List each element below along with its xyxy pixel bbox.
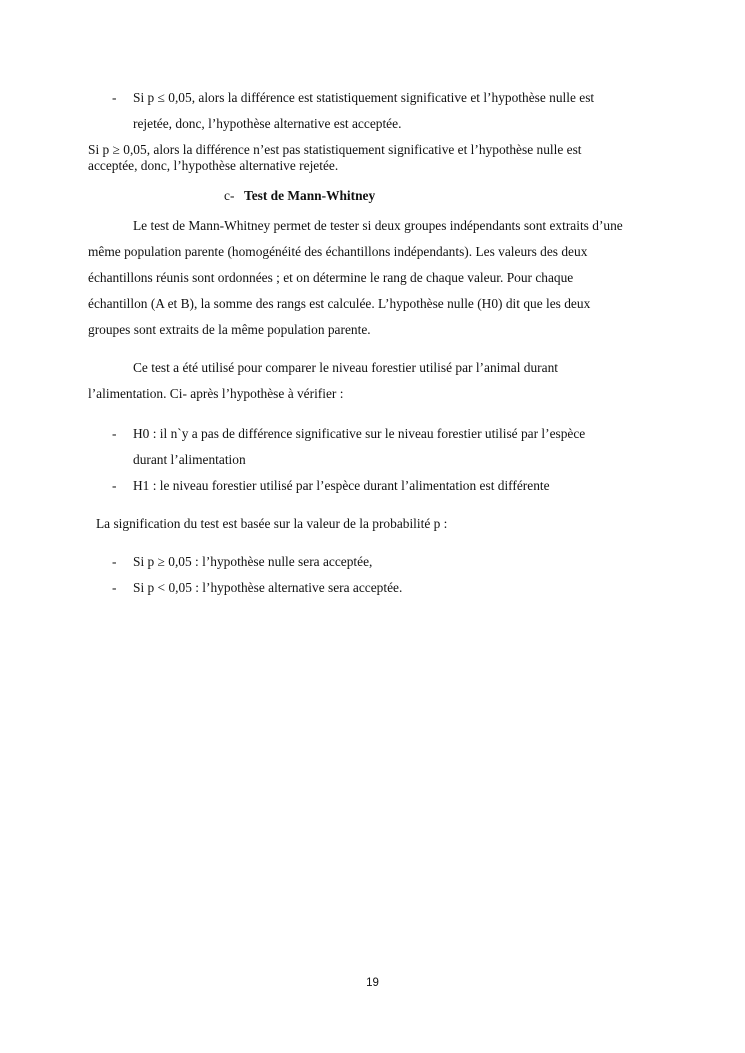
paragraph-line: groupes sont extraits de la même population parente.: [88, 322, 371, 337]
bullet-text-line: rejetée, donc, l’hypothèse alternative est acceptée.: [133, 116, 402, 131]
decision-item: Si p ≥ 0,05 : l’hypothèse nulle sera acceptée,: [133, 554, 373, 569]
paragraph-line: Si p ≥ 0,05, alors la différence n’est pas statistiquement significative et l’hypothèse nulle est: [88, 142, 582, 157]
hypothesis-dash: -: [112, 426, 117, 441]
hypothesis-h1-line: H1 : le niveau forestier utilisé par l’espèce durant l’alimentation est différente: [133, 478, 550, 493]
section-title: Test de Mann-Whitney: [244, 188, 376, 203]
hypothesis-dash: -: [112, 478, 117, 493]
signification-line: La signification du test est basée sur la valeur de la probabilité p :: [96, 516, 448, 531]
paragraph-line: même population parente (homogénéité des échantillons indépendants). Les valeurs des deux: [88, 244, 588, 259]
bullet-dash: -: [112, 90, 117, 105]
decision-dash: -: [112, 554, 117, 569]
hypothesis-h0-line: durant l’alimentation: [133, 452, 246, 467]
paragraph-line: Ce test a été utilisé pour comparer le niveau forestier utilisé par l’animal durant: [133, 360, 558, 375]
section-heading: [224, 188, 375, 204]
paragraph-line: Le test de Mann-Whitney permet de tester si deux groupes indépendants sont extraits d’une: [133, 218, 623, 233]
page-number: 19: [366, 977, 379, 989]
decision-item: Si p < 0,05 : l’hypothèse alternative sera acceptée.: [133, 580, 403, 595]
section-number: c-: [224, 188, 235, 203]
paragraph-line: acceptée, donc, l’hypothèse alternative rejetée.: [88, 158, 339, 173]
paragraph-line: échantillon (A et B), la somme des rangs est calculée. L’hypothèse nulle (H0) dit que les deux: [88, 296, 591, 311]
bullet-text-line: Si p ≤ 0,05, alors la différence est statistiquement significative et l’hypothèse nulle est: [133, 90, 595, 105]
decision-dash: -: [112, 580, 117, 595]
paragraph-line: l’alimentation. Ci- après l’hypothèse à vérifier :: [88, 386, 344, 401]
hypothesis-h0-line: H0 : il n`y a pas de différence significative sur le niveau forestier utilisé par l’espèce: [133, 426, 586, 441]
paragraph-line: échantillons réunis sont ordonnées ; et on détermine le rang de chaque valeur. Pour chaque: [88, 270, 574, 285]
